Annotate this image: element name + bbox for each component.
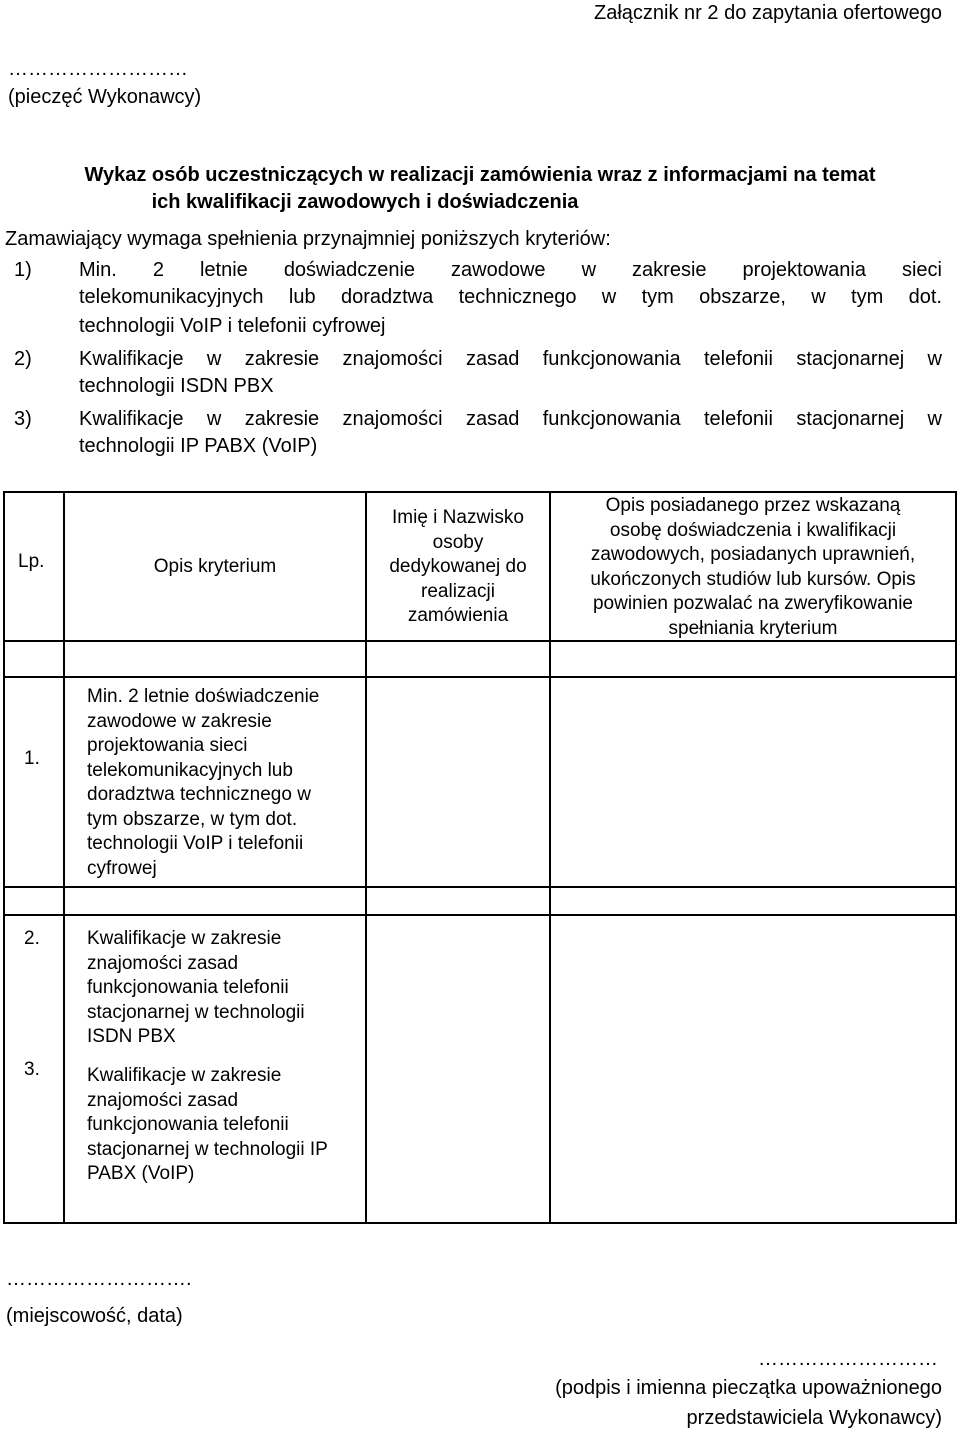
- row-1-criterion-line: Min. 2 letnie doświadczenie: [87, 686, 320, 707]
- row-1-criterion-line: tym obszarze, w tym dot.: [87, 808, 298, 830]
- stamp-label: (pieczęć Wykonawcy): [8, 86, 202, 108]
- row-3-criterion-line: PABX (VoIP): [87, 1163, 195, 1184]
- header-person-line: realizacji: [421, 580, 495, 602]
- requirement-number: 2): [14, 348, 32, 370]
- row-2-criterion-line: stacjonarnej w technologii: [87, 1001, 305, 1023]
- row-3-criterion-line: Kwalifikacje w zakresie: [87, 1065, 282, 1086]
- row-number: 3.: [24, 1059, 40, 1080]
- row-1-criterion-line: cyfrowej: [87, 857, 157, 879]
- table-row-divider: [3, 914, 957, 916]
- document-title-line-2: ich kwalifikacji zawodowych i doświadczenia: [151, 191, 579, 213]
- requirement-number: 1): [14, 259, 32, 281]
- header-description-line: ukończonych studiów lub kursów. Opis: [590, 568, 916, 590]
- table-border-left: [3, 491, 5, 1224]
- requirement-2-line: Kwalifikacje w zakresie znajomości zasad funkcjonowania telefonii stacjonarnej w: [79, 348, 942, 370]
- header-person-line: osoby: [432, 531, 484, 553]
- attachment-label: Załącznik nr 2 do zapytania ofertowego: [594, 2, 942, 24]
- stamp-dots: ………………………: [8, 58, 188, 80]
- header-description-line: powinien pozwalać na zweryfikowanie: [592, 593, 913, 614]
- table-border-bottom: [3, 1222, 957, 1224]
- row-2-criterion-line: znajomości zasad: [87, 952, 239, 974]
- row-2-criterion-line: Kwalifikacje w zakresie: [87, 928, 282, 949]
- row-number: 2.: [24, 928, 40, 949]
- row-1-criterion-line: telekomunikacyjnych lub: [87, 759, 293, 781]
- signature-dots: ………………………: [758, 1348, 938, 1370]
- signature-label-line-1: (podpis i imienna pieczątka upoważnionego: [555, 1377, 942, 1399]
- requirement-1-line: Min. 2 letnie doświadczenie zawodowe w zakresie projektowania sieci: [79, 259, 942, 281]
- table-border-right: [955, 491, 957, 1224]
- row-2-criterion-line: ISDN PBX: [87, 1026, 176, 1047]
- header-description-line: spełniania kryterium: [668, 617, 838, 639]
- row-1-criterion-line: doradztwa technicznego w: [87, 784, 311, 805]
- requirement-3-line: Kwalifikacje w zakresie znajomości zasad funkcjonowania telefonii stacjonarnej w: [79, 408, 942, 430]
- row-1-criterion-line: zawodowe w zakresie: [87, 710, 272, 732]
- header-person-line: zamówienia: [407, 605, 509, 626]
- requirement-1-line: telekomunikacyjnych lub doradztwa technicznego w tym obszarze, w tym dot.: [79, 286, 942, 308]
- requirement-2-line: technologii ISDN PBX: [79, 375, 274, 397]
- header-description-line: osobę doświadczenia i kwalifikacji: [609, 519, 897, 541]
- header-description-line: zawodowych, posiadanych uprawnień,: [590, 544, 916, 565]
- header-description-line: Opis posiadanego przez wskazaną: [605, 495, 901, 516]
- header-person-line: Imię i Nazwisko: [392, 507, 524, 528]
- table-row-divider: [3, 676, 957, 678]
- requirement-number: 3): [14, 408, 32, 430]
- place-date-label: (miejscowość, data): [6, 1305, 183, 1327]
- row-3-criterion-line: znajomości zasad: [87, 1089, 239, 1111]
- row-1-criterion-line: projektowania sieci: [87, 735, 248, 756]
- header-person-line: dedykowanej do: [389, 556, 527, 577]
- requirement-1-line: technologii VoIP i telefonii cyfrowej: [79, 315, 386, 337]
- row-2-criterion-line: funkcjonowania telefonii: [87, 977, 289, 998]
- requirements-intro: Zamawiający wymaga spełnienia przynajmniej poniższych kryteriów:: [5, 228, 611, 250]
- row-1-criterion-line: technologii VoIP i telefonii: [87, 833, 304, 854]
- table-column-divider: [63, 491, 65, 1224]
- row-3-criterion-line: stacjonarnej w technologii IP: [87, 1138, 328, 1160]
- requirement-3-line: technologii IP PABX (VoIP): [79, 435, 318, 457]
- table-border-top: [3, 491, 957, 493]
- header-lp: Lp.: [18, 551, 45, 572]
- row-3-criterion-line: funkcjonowania telefonii: [87, 1114, 289, 1135]
- place-date-dots: ……………………….: [6, 1268, 192, 1290]
- row-number: 1.: [24, 748, 40, 769]
- table-row-divider: [3, 886, 957, 888]
- header-criterion: Opis kryterium: [153, 556, 277, 577]
- signature-label-line-2: przedstawiciela Wykonawcy): [686, 1407, 942, 1429]
- document-title-line-1: Wykaz osób uczestniczących w realizacji zamówienia wraz z informacjami na temat: [84, 164, 876, 186]
